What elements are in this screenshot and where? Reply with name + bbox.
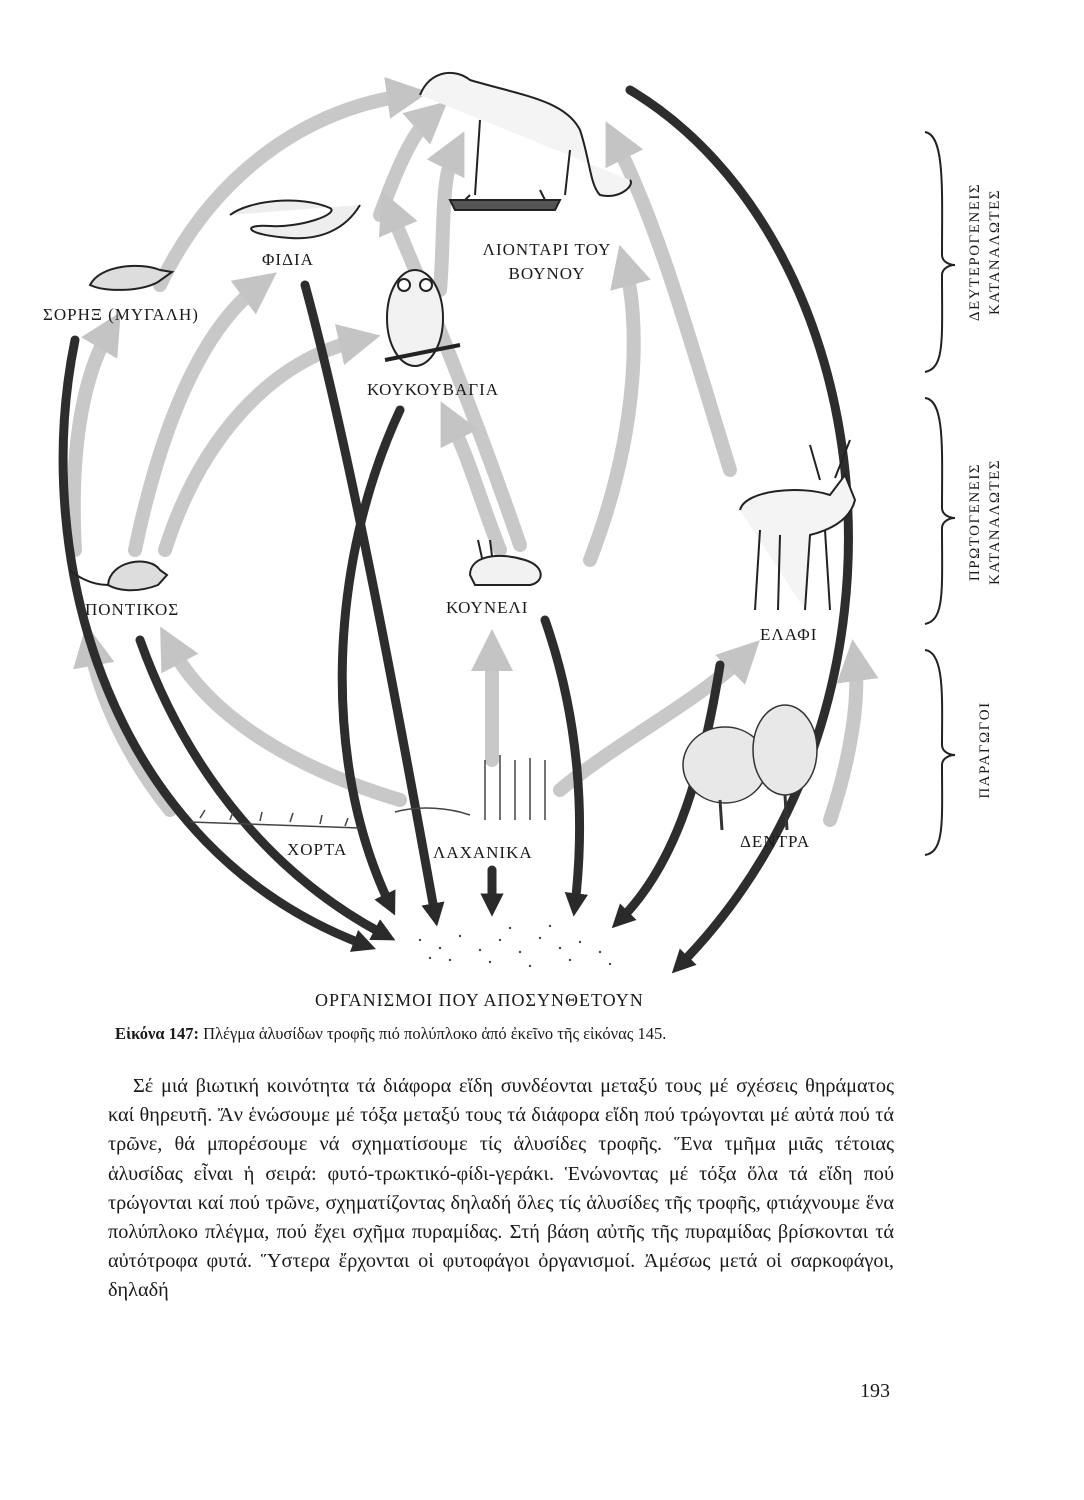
body-paragraph: Σέ μιά βιωτική κοινότητα τά διάφορα εἴδη συνδέονται μεταξύ τους μέ σχέσεις θηράματος καί θηρευτῆ. Ἄν ἑνώσουμε μέ τόξα μεταξύ τους τά διάφορα εἴδη πού τρώγονται μέ αὐτά πού τά τρῶνε, θά μπορέσουμε νά σχηματίσουμε τίς ἁλυσίδες τροφῆς. Ἕνα τμῆμα μιᾶς τέτοιας ἁλυσίδας εἶναι ἡ σειρά: φυτό-τρωκτικό-φίδι-γεράκι. Ἑνώνοντας μέ τόξα ὅλα τά εἴδη πού τρώγονται καί πού τρῶνε, σχηματίζοντας δηλαδή ὅλες τίς ἁλυσίδες τῆς τροφῆς, φτιάχνουμε ἕνα πολύπλοκο πλέγμα, πού ἔχει σχῆμα πυραμίδας. Στή βάση αὐτῆς τῆς πυραμίδας βρίσκονται τά αὐτότροφα φυτά. Ὕστερα ἔρχονται οἱ φυτοφάγοι ὀργανισμοί. Ἀμέσως μετά οἱ σαρκοφάγοι, δηλαδή xyxy=(108,1075,894,1302)
label-secondary-consumers: ΔΕΥΤΕΡΟΓΕΝΕΙΣ ΚΑΤΑΝΑΛΩΤΕΣ xyxy=(967,182,1003,322)
label-snake: ΦΙΔΙΑ xyxy=(262,250,314,269)
brace-producers xyxy=(925,650,955,855)
trees-icon xyxy=(683,705,817,830)
arrow-owl-to-lion xyxy=(440,150,455,290)
label-vegetables: ΛΑΧΑΝΙΚΑ xyxy=(433,843,533,862)
label-grass: ΧΟΡΤΑ xyxy=(287,840,348,859)
arrow-mouse-to-shrew xyxy=(74,330,110,550)
label-primary-consumers: ΠΡΩΤΟΓΕΝΕΙΣ ΚΑΤΑΝΑΛΩΤΕΣ xyxy=(967,458,1003,586)
deer-icon xyxy=(740,440,855,610)
caption-label: Εἰκόνα 147: xyxy=(115,1024,200,1043)
decomposers-dots xyxy=(419,925,611,967)
label-producers: ΠΑΡΑΓΩΓΟΙ xyxy=(977,701,993,799)
label-deer: ΕΛΑΦΙ xyxy=(760,625,818,644)
grass-icon xyxy=(190,810,360,828)
label-owl: ΚΟΥΚΟΥΒΑΓΙΑ xyxy=(367,380,500,399)
label-rabbit: ΚΟΥΝΕΛΙ xyxy=(446,598,529,617)
caption-text: Πλέγμα ἁλυσίδων τροφῆς πιό πολύπλοκο ἀπό ἐκεῖνο τῆς εἰκόνας 145. xyxy=(203,1024,667,1043)
arrow-snake-to-lion xyxy=(380,115,432,215)
brace-primary xyxy=(925,398,955,624)
label-mouse: ΠΟΝΤΙΚΟΣ xyxy=(85,600,180,619)
label-shrew: ΣΟΡΗΞ (ΜΥΓΑΛΗ) xyxy=(43,305,199,324)
trophic-level-braces xyxy=(925,132,955,855)
label-trees: ΔΕΝΤΡΑ xyxy=(740,832,811,851)
label-mountain-lion: ΛΙΟΝΤΑΡΙ ΤΟΥ ΒΟΥΝΟΥ xyxy=(482,240,612,283)
label-decomposers: ΟΡΓΑΝΙΣΜΟΙ ΠΟΥ ΑΠΟΣΥΝΘΕΤΟΥΝ xyxy=(315,990,644,1010)
mouse-icon xyxy=(70,562,167,591)
page-number: 193 xyxy=(860,1380,890,1402)
figure-caption xyxy=(115,1024,975,1044)
snake-icon xyxy=(230,201,360,239)
arrow-rabbit-to-lion xyxy=(590,265,634,560)
decomposition-arrows xyxy=(63,90,848,965)
arrow-rabbit-to-decomposers xyxy=(545,620,580,905)
brace-secondary xyxy=(925,132,955,372)
